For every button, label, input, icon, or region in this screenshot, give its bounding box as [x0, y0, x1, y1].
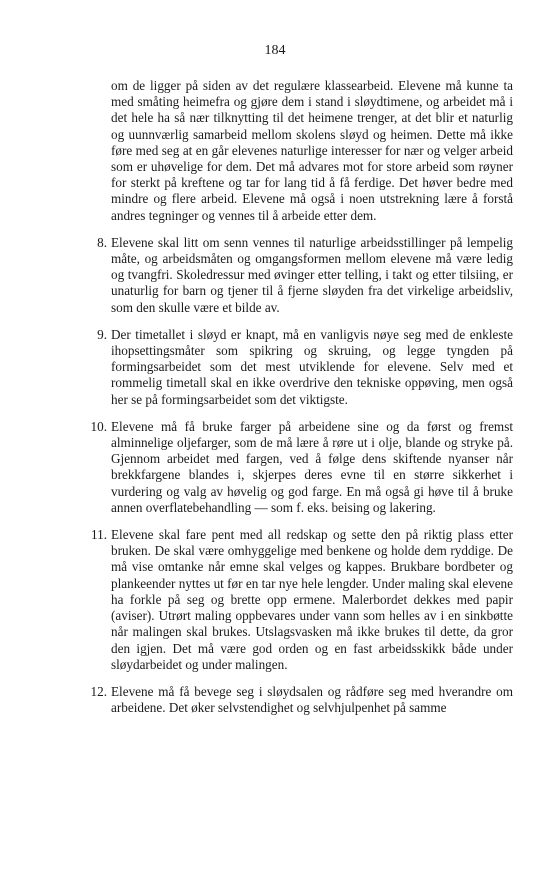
list-item — [90, 418, 513, 516]
page-number: 184 — [264, 43, 286, 58]
item-number: 8. — [97, 234, 107, 250]
item-text: Elevene skal fare pent med all redskap og sette den på riktig plass etter bruken. De skal være omhyggelige med benkene og holde dem ryddige. De må vise omtanke når emne skal velges og kappes. Brukbare bordbeter og plankeender nyttes ut før en tar nye hele lengder. Under maling skal elevene ha forkle på seg og brette opp ermene. Malerbordet dekkes med papir (aviser). Utrørt maling oppbevares under vann som helles av i en sinkbøtte når malingen skal brukes. Utslagsvasken må ikke brukes til dette, da gror den igjen. Det må være god orden og en fast arbeidsskikk både under sløydarbeidet og under malingen. — [111, 527, 513, 672]
list-item — [97, 326, 513, 408]
item-text: Elevene skal litt om senn vennes til naturlige arbeidsstillinger på lempelig måte, og arbeidsmåten og omgangsformen mellom elevene må være ledig og tvangfri. Skoledressur med øvinger etter telling, i takt og etter tilsiing, er unaturlig for barn og tjener til å fjerne sløyden fra det virkelige arbeidsliv, som den skulle være et bilde av. — [111, 234, 513, 315]
item-number: 10. — [90, 418, 107, 434]
item-text: Elevene må få bevege seg i sløydsalen og rådføre seg med hverandre om arbeidene. Det øker selvstendighet og selvhjulpenhet på samme — [111, 683, 513, 716]
item-text: Der timetallet i sløyd er knapt, må en vanligvis nøye seg med de enkleste ihopsettingsmåter som spikring og skruing, og legge tyngden på formingsarbeidet som det mest utviklende for elevene. Selv med et rommelig timetall skal en ikke overdrive den tekniske oppøving, men også her se på formingsarbeidet som det viktigste. — [111, 326, 513, 407]
list-item — [90, 683, 513, 716]
list-item — [91, 527, 513, 673]
item-number: 9. — [97, 326, 107, 342]
item-number: 12. — [90, 683, 107, 699]
item-text: Elevene må få bruke farger på arbeidene sine og da først og fremst alminnelige oljefarger, som de må lære å røre ut i olje, blande og stryke på. Gjennom arbeidet med fargen, ved å følge dens skiftende nyanser når brekkfargene blandes i, skjerpes deres evne til en større sikkerhet i vurdering og valg av høvelig og god farge. En må også gi høve til å bruke annen overflatebehandling — som f. eks. beising og lakering. — [111, 418, 513, 515]
intro-paragraph: om de ligger på siden av det regulære klassearbeid. Elevene må kunne ta med småting heimefra og gjøre dem i stand i sløydtimene, og arbeidet må i det hele ha så nær tilknytting til det heimene trenger, at det blir et naturlig og uunnværlig samarbeid mellom skolens sløyd og heimen. Dette må ikke føre med seg at en går elevenes naturlige interesser for nær og velger arbeid som er uhøvelige for dem. Det må advares mot for store arbeid som røyner for sterkt på kreftene og tar for lang tid å få ferdige. Det høver bedre med mindre og flere arbeid. Elevene må også i noen utstrekning lære å forstå andres tegninger og vennes til å arbeide etter dem. — [111, 78, 513, 223]
body-text — [90, 78, 513, 716]
item-number: 11. — [91, 527, 107, 543]
list-item — [97, 234, 513, 316]
